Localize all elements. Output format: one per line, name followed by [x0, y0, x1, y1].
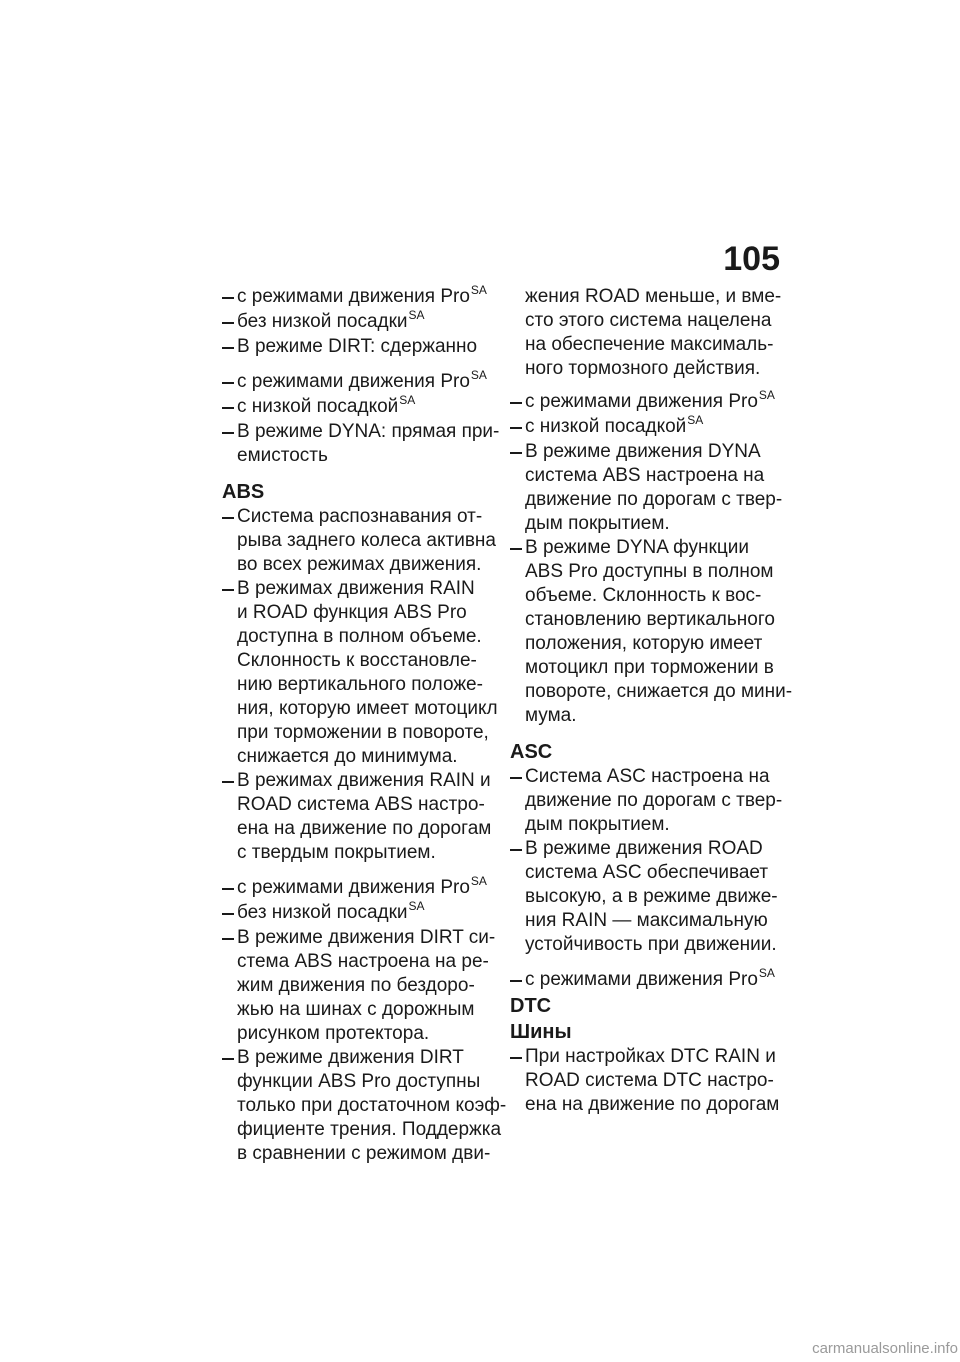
- list-item: [510, 968, 790, 993]
- list-item: [222, 395, 492, 420]
- list-item: [510, 415, 790, 440]
- list-item-continuation: ROAD система ABS настро-: [237, 794, 485, 815]
- list-item-text: В режиме движения ROAD: [525, 838, 763, 859]
- list-item-continuation: дым покрытием.: [525, 814, 670, 835]
- list-item: [222, 769, 492, 793]
- dash-bullet-icon: [222, 382, 234, 384]
- list-item-text: Система распознавания от-: [237, 506, 483, 527]
- section-heading-abs: ABS: [222, 481, 265, 503]
- dash-bullet-icon: [222, 432, 234, 434]
- special-equipment-marker: SA: [408, 308, 425, 322]
- dash-bullet-icon: [510, 548, 522, 550]
- list-item: [510, 765, 790, 789]
- list-item-text: В режиме движения DYNA: [525, 441, 761, 462]
- list-item: [222, 420, 500, 444]
- list-item-continuation: движение по дорогам с твер-: [525, 790, 783, 811]
- list-item-text: В режиме DYNA функции: [525, 537, 749, 558]
- list-group: [222, 285, 492, 359]
- list-item-continuation: ния RAIN — максимальную: [525, 910, 768, 931]
- list-item-continuation: движение по дорогам с твер-: [525, 489, 783, 510]
- list-item: [222, 1046, 492, 1070]
- list-item: [222, 335, 492, 359]
- list-item-continuation: система ABS настроена на: [525, 465, 765, 486]
- dash-bullet-icon: [510, 427, 522, 429]
- list-item-continuation: устойчивость при движении.: [525, 934, 777, 955]
- list-item-text: В режиме движения DIRT: [237, 1047, 464, 1068]
- list-group: [510, 968, 790, 993]
- list-item-continuation: стема ABS настроена на ре-: [237, 951, 489, 972]
- list-group: [510, 1045, 790, 1117]
- dash-bullet-icon: [222, 322, 234, 324]
- dash-bullet-icon: [222, 297, 234, 299]
- list-item-text: с режимами движения Pro: [237, 286, 470, 307]
- list-item-continuation: высокую, а в режиме движе-: [525, 886, 778, 907]
- dash-bullet-icon: [510, 452, 522, 454]
- special-equipment-marker: SA: [758, 966, 775, 980]
- list-item-continuation: жения ROAD меньше, и вме-: [525, 286, 782, 307]
- list-item-text: В режиме DYNA: прямая при-: [237, 421, 500, 442]
- list-item-continuation: фициенте трения. Поддержка: [237, 1119, 502, 1140]
- list-item: [222, 926, 496, 950]
- special-equipment-marker: SA: [470, 283, 487, 297]
- list-item-text: с режимами движения Pro: [237, 877, 470, 898]
- list-group: [222, 874, 507, 1166]
- continuation-text: [510, 285, 790, 381]
- list-item: [510, 1045, 790, 1069]
- list-item-continuation: жим движения по бездоро-: [237, 975, 475, 996]
- list-item: [222, 876, 492, 901]
- dash-bullet-icon: [222, 913, 234, 915]
- list-item-continuation: Склонность к восстановле-: [237, 650, 477, 671]
- dash-bullet-icon: [222, 589, 234, 591]
- list-item-continuation: нию вертикального положе-: [237, 674, 483, 695]
- special-equipment-marker: SA: [470, 368, 487, 382]
- dash-bullet-icon: [222, 781, 234, 783]
- page-number: 105: [723, 240, 780, 278]
- list-item-text: с режимами движения Pro: [525, 969, 758, 990]
- list-group: [222, 368, 500, 468]
- list-item-continuation: только при достаточном коэф-: [237, 1095, 507, 1116]
- list-item: [222, 577, 492, 601]
- list-item-text: с режимами движения Pro: [237, 371, 470, 392]
- list-item-text: без низкой посадки: [237, 311, 408, 332]
- special-equipment-marker: SA: [399, 393, 416, 407]
- list-item-continuation: ния, которую имеет мотоцикл: [237, 698, 498, 719]
- list-item-continuation: ABS Pro доступны в полном: [525, 561, 774, 582]
- list-group: [510, 388, 793, 728]
- dash-bullet-icon: [222, 517, 234, 519]
- dash-bullet-icon: [222, 938, 234, 940]
- right-column: [510, 285, 793, 1117]
- list-item: [510, 536, 790, 560]
- dash-bullet-icon: [510, 849, 522, 851]
- list-item-text: В режимах движения RAIN и: [237, 770, 491, 791]
- dash-bullet-icon: [222, 888, 234, 890]
- section-heading-asc: ASC: [510, 741, 553, 763]
- list-item: [222, 310, 492, 335]
- special-equipment-marker: SA: [408, 899, 425, 913]
- special-equipment-marker: SA: [470, 874, 487, 888]
- list-item-continuation: ена на движение по дорогам: [237, 818, 492, 839]
- list-group: [510, 765, 790, 957]
- list-item-continuation: емистость: [237, 445, 328, 466]
- list-item-continuation: становлению вертикального: [525, 609, 775, 630]
- list-item: [222, 901, 492, 926]
- list-item: [222, 370, 492, 395]
- dash-bullet-icon: [510, 402, 522, 404]
- list-item-continuation: мотоцикл при торможении в: [525, 657, 774, 678]
- dash-bullet-icon: [510, 777, 522, 779]
- watermark: carmanualsonline.info: [812, 1340, 958, 1357]
- list-item-continuation: рыва заднего колеса активна: [237, 530, 496, 551]
- list-item: [510, 390, 790, 415]
- dash-bullet-icon: [510, 1057, 522, 1059]
- list-item-continuation: сто этого система нацелена: [525, 310, 772, 331]
- list-item-text: с низкой посадкой: [525, 416, 687, 437]
- list-item-continuation: дым покрытием.: [525, 513, 670, 534]
- special-equipment-marker: SA: [758, 388, 775, 402]
- list-item-text: В режиме DIRT: сдержанно: [237, 336, 478, 357]
- list-item: [222, 505, 492, 529]
- dash-bullet-icon: [222, 347, 234, 349]
- dash-bullet-icon: [510, 980, 522, 982]
- list-item-continuation: ROAD система DTC настро-: [525, 1070, 774, 1091]
- left-column: [222, 283, 507, 1166]
- list-item-text: При настройках DTC RAIN и: [525, 1046, 776, 1067]
- list-item-text: Система ASC настроена на: [525, 766, 770, 787]
- special-equipment-marker: SA: [687, 413, 704, 427]
- list-item-continuation: ного тормозного действия.: [525, 358, 761, 379]
- list-item-continuation: на обеспечение максималь-: [525, 334, 774, 355]
- list-item-continuation: ена на движение по дорогам: [525, 1094, 780, 1115]
- list-item: [222, 285, 492, 310]
- list-item-continuation: доступна в полном объеме.: [237, 626, 482, 647]
- list-item-text: В режиме движения DIRT си-: [237, 927, 496, 948]
- list-item-text: В режимах движения RAIN: [237, 578, 475, 599]
- list-item-continuation: объеме. Склонность к вос-: [525, 585, 762, 606]
- dash-bullet-icon: [222, 407, 234, 409]
- list-item-continuation: жью на шинах с дорожным: [237, 999, 475, 1020]
- list-item-text: с режимами движения Pro: [525, 391, 758, 412]
- list-item-text: без низкой посадки: [237, 902, 408, 923]
- list-item-continuation: система ASC обеспечивает: [525, 862, 769, 883]
- list-item-continuation: мума.: [525, 705, 577, 726]
- dash-bullet-icon: [222, 1058, 234, 1060]
- list-group: [222, 505, 498, 865]
- list-item-continuation: снижается до минимума.: [237, 746, 458, 767]
- list-item-continuation: при торможении в повороте,: [237, 722, 489, 743]
- list-item-text: с низкой посадкой: [237, 396, 399, 417]
- list-item: [510, 440, 790, 464]
- list-item-continuation: во всех режимах движения.: [237, 554, 482, 575]
- list-item-continuation: повороте, снижается до мини-: [525, 681, 793, 702]
- list-item-continuation: с твердым покрытием.: [237, 842, 436, 863]
- list-item-continuation: рисунком протектора.: [237, 1023, 430, 1044]
- list-item-continuation: функции ABS Pro доступны: [237, 1071, 481, 1092]
- list-item-continuation: в сравнении с режимом дви-: [237, 1143, 491, 1164]
- list-item-continuation: положения, которую имеет: [525, 633, 763, 654]
- list-item: [510, 837, 790, 861]
- list-item-continuation: и ROAD функция ABS Pro: [237, 602, 467, 623]
- section-heading-tires: Шины: [510, 1021, 572, 1043]
- section-heading-dtc: DTC: [510, 995, 552, 1017]
